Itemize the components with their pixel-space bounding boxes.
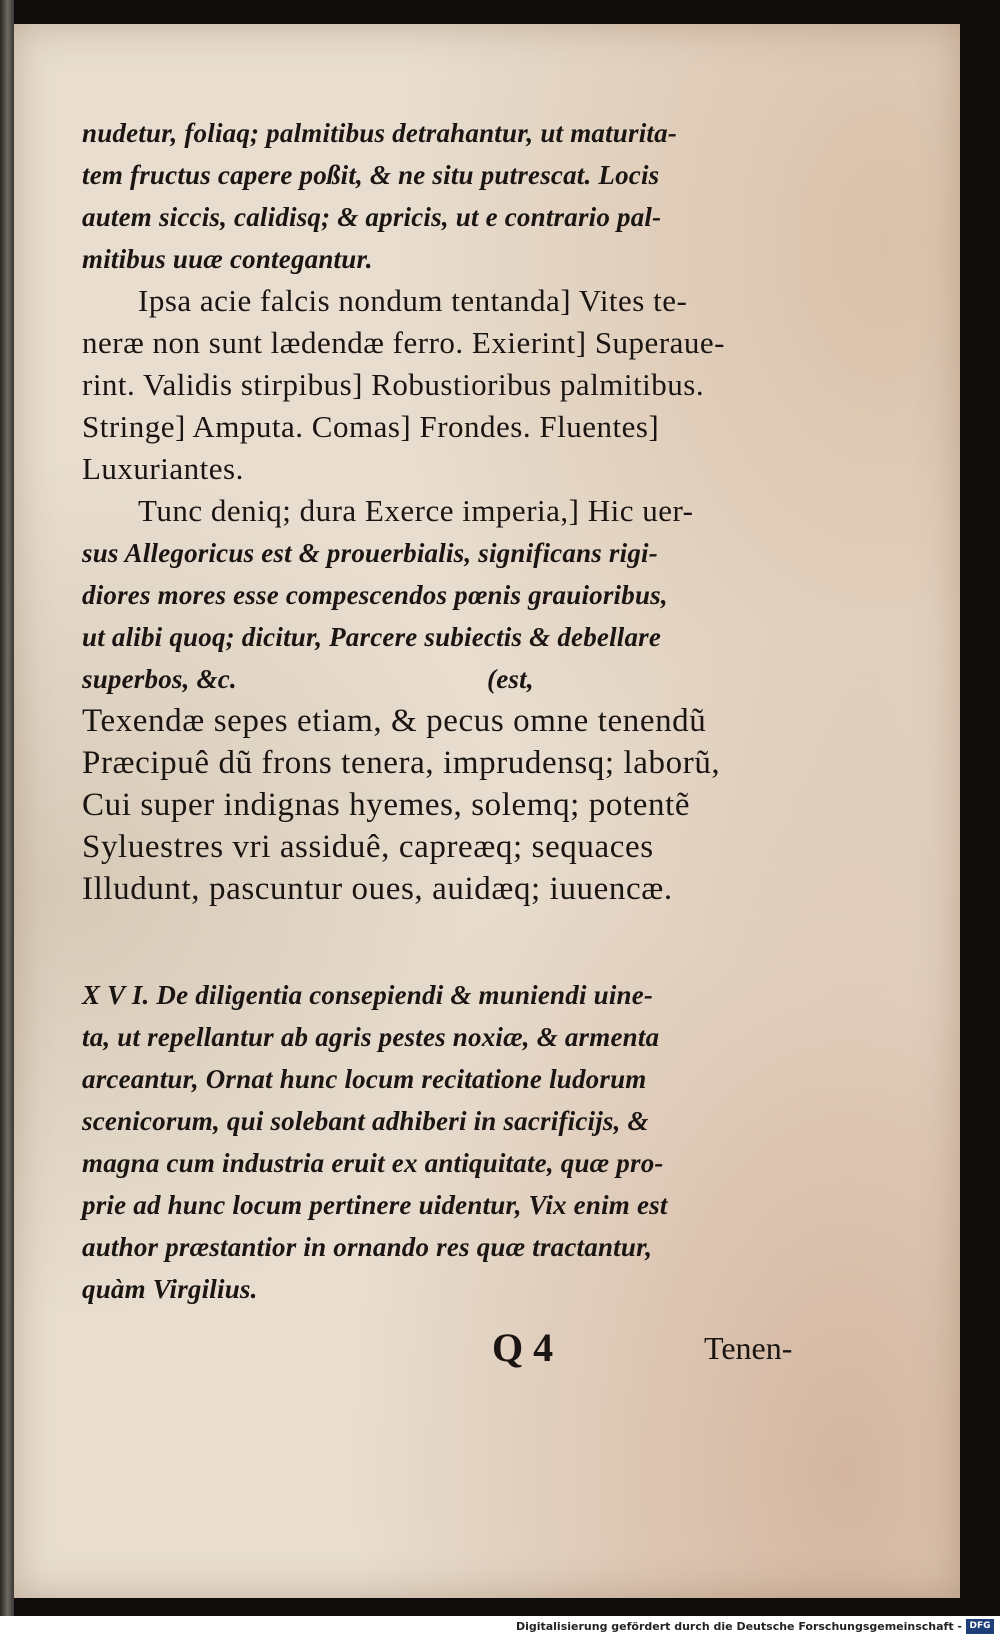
paragraph-2 (82, 280, 812, 490)
verse-line: Syluestres vri assiduê, capreæq; sequaces (82, 829, 654, 865)
text-line: Luxuriantes. (82, 451, 244, 486)
verse-quotation (82, 700, 812, 910)
text-line: mitibus uuæ contegantur. (82, 244, 373, 274)
verse-line: Cui super indignas hyemes, solemq; potentẽ (82, 787, 691, 823)
text-line: tem fructus capere poßit, & ne situ putrescat. Locis (82, 160, 660, 190)
verse-line: Præcipuê dũ frons tenera, imprudensq; laborũ, (82, 745, 721, 781)
text-line: Ipsa acie falcis nondum tentanda] Vites te- (138, 283, 688, 318)
text-line: prie ad hunc locum pertinere uidentur, Vix enim est (82, 1190, 668, 1220)
text-line: author præstantior in ornando res quæ tractantur, (82, 1232, 653, 1262)
text-line: rint. Validis stirpibus] Robustioribus palmitibus. (82, 367, 705, 402)
text-line: nudetur, foliaq; palmitibus detrahantur, ut maturita- (82, 118, 678, 148)
text-line: ta, ut repellantur ab agris pestes noxiæ, & armenta (82, 1022, 660, 1052)
text-line: autem siccis, calidisq; & apricis, ut e contrario pal- (82, 202, 662, 232)
text-line: superbos, &c. (est, (82, 664, 534, 694)
text-line: Tunc deniq; dura Exerce imperia,] Hic uer- (138, 493, 694, 528)
paragraph-3 (82, 490, 812, 700)
text-line: magna cum industria eruit ex antiquitate, quæ pro- (82, 1148, 664, 1178)
verse-line: Illudunt, pascuntur oues, auidæq; iuuencæ. (82, 871, 673, 907)
text-line: Stringe] Amputa. Comas] Frondes. Fluentes] (82, 409, 660, 444)
funding-credit: Digitalisierung gefördert durch die Deutsche Forschungsgemeinschaft - (515, 1620, 962, 1633)
page-text (82, 112, 812, 1310)
text-line: neræ non sunt lædendæ ferro. Exierint] Superaue- (82, 325, 725, 360)
text-line: scenicorum, qui solebant adhiberi in sacrificijs, & (82, 1106, 649, 1136)
page-foot (484, 1324, 844, 1384)
paragraph-1 (82, 112, 812, 280)
section-gap (82, 910, 812, 974)
verse-line: Texendæ sepes etiam, & pecus omne tenendũ (82, 703, 707, 739)
text-line: sus Allegoricus est & prouerbialis, significans rigi- (82, 538, 658, 568)
section-xvi (82, 974, 812, 1310)
catchword: Tenen- (704, 1330, 793, 1366)
book-page (14, 24, 960, 1598)
signature-mark: Q 4 (492, 1325, 554, 1370)
text-line: ut alibi quoq; dicitur, Parcere subiectis & debellare (82, 622, 662, 652)
text-line: X V I. De diligentia consepiendi & muniendi uine- (82, 980, 654, 1010)
text-line: quàm Virgilius. (82, 1274, 258, 1304)
book-spine-edge (0, 0, 14, 1638)
text-line: arceantur, Ornat hunc locum recitatione ludorum (82, 1064, 647, 1094)
dfg-logo: DFG (966, 1619, 994, 1634)
digitization-footer (0, 1616, 1000, 1638)
text-line: diores mores esse compescendos pœnis grauioribus, (82, 580, 668, 610)
